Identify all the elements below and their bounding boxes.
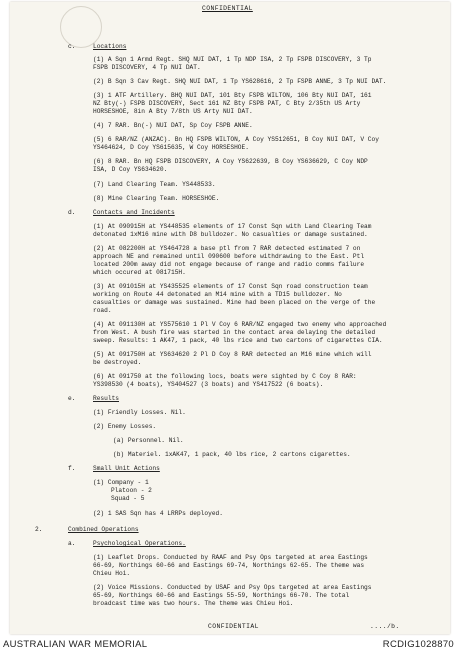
document-line: (1) Friendly Losses. Nil. <box>93 409 186 416</box>
document-line: (7) Land Clearing Team. YS448533. <box>93 181 216 188</box>
document-line: (2) B Sqn 3 Cav Regt. SHQ NUI DAT, 1 Tp YS628616, 2 Tp FSPB ANNE, 3 Tp NUI DAT. <box>93 78 387 85</box>
document-line: approach NE and remained until 090600 before withdrawing to the East. Ptl <box>93 253 365 260</box>
document-line: YS398530 (4 boats), YS404527 (3 boats) and YS417522 (6 boats). <box>93 381 324 388</box>
document-line: Contacts and Incidents <box>93 209 175 216</box>
document-line: (6) At 091750 at the following locs, boats were sighted by C Coy 8 RAR: <box>93 373 357 380</box>
document-line: Chieu Hoi. <box>93 570 131 577</box>
document-line: (1) Leaflet Drops. Conducted by RAAF and Psy Ops targeted at area Eastings <box>93 554 368 561</box>
faded-stamp <box>60 6 102 48</box>
document-line: 2. <box>35 526 43 533</box>
document-line: Locations <box>93 43 127 50</box>
document-line: 65-69, Northings 60-66 and Eastings 55-59, Northings 66-70. The total <box>93 592 350 599</box>
document-page <box>10 2 450 634</box>
document-line: Squad - 5 <box>111 495 145 502</box>
document-line: Platoon - 2 <box>111 487 152 494</box>
document-line: located 200m away did not engage because of range and radio comms failure <box>93 261 365 268</box>
document-line: (6) 8 RAR. Bn HQ FSPB DISCOVERY, A Coy YS622639, B Coy YS636629, C Coy NDP <box>93 158 368 165</box>
archive-footer <box>0 636 458 654</box>
document-line: HORSESHOE, 8in A Bty 7/8th US Arty NUI DAT. <box>93 108 253 115</box>
document-line: a. <box>68 540 76 547</box>
document-line: (8) Mine Clearing Team. HORSESHOE. <box>93 195 220 202</box>
document-line: detonated 1xM16 mine with D8 bulldozer. No casualties or damage sustained. <box>93 231 368 238</box>
document-line: (5) 6 RAR/NZ (ANZAC). Bn HQ FSPB WILTON, A Coy YS512651, B Coy NUI DAT, V Coy <box>93 136 379 143</box>
document-line: Psychological Operations. <box>93 540 186 547</box>
document-line: (2) At 082200H at YS464728 a base ptl from 7 RAR detected estimated 7 on <box>93 245 361 252</box>
document-line: NZ Bty(-) FSPB DISCOVERY, Sect 161 NZ Bty FSPB PAT, C Bty 2/35th US Arty <box>93 100 361 107</box>
archive-name: AUSTRALIAN WAR MEMORIAL <box>3 639 148 650</box>
document-line: from West. A bush fire was started in the contact area delaying the detailed <box>93 329 376 336</box>
document-line: d. <box>68 209 76 216</box>
document-line: FSPB DISCOVERY, 4 Tp NUI DAT. <box>93 64 201 71</box>
document-line: Combined Operations <box>68 526 139 533</box>
document-line: c. <box>68 43 76 50</box>
document-line: (2) 1 SAS Sqn has 4 LRRPs deployed. <box>93 510 223 517</box>
document-line: (3) At 091015H at YS435525 elements of 17 Const Sqn road construction team <box>93 283 368 290</box>
document-line: ISA, D Coy YS634620. <box>93 166 168 173</box>
document-line: road. <box>93 307 112 314</box>
document-line: be destroyed. <box>93 359 142 366</box>
page-continuation-marker: ..../b. <box>370 623 400 630</box>
document-line: (4) At 091130H at YS575610 1 Pl V Coy 6 RAR/NZ engaged two enemy who approached <box>93 321 387 328</box>
document-line: broadcast time was two hours. The theme was Chieu Hoi. <box>93 600 294 607</box>
document-line: YS464624, D Coy YS615635, W Coy HORSESHOE. <box>93 144 249 151</box>
document-line: casualties or damage was sustained. Mine had been placed on the verge of the <box>93 299 376 306</box>
archive-record-id: RCDIG1028870 <box>382 639 454 650</box>
document-line: e. <box>68 395 76 402</box>
document-line: (a) Personnel. Nil. <box>113 437 184 444</box>
document-line: f. <box>68 465 76 472</box>
document-line: (b) Materiel. 1xAK47, 1 pack, 40 lbs rice, 2 cartons cigarettes. <box>113 451 351 458</box>
page-footer-classification: CONFIDENTIAL <box>208 623 259 630</box>
document-line: (1) At 090915H at YS448535 elements of 17 Const Sqn with Land Clearing Team <box>93 223 372 230</box>
document-line: sweep. Results: 1 AK47, 1 pack, 40 lbs rice and two cartons of cigarettes CIA. <box>93 337 383 344</box>
document-line: (2) Voice Missions. Conducted by USAF and Psy Ops targeted at area Eastings <box>93 584 372 591</box>
document-line: which occured at 081715H. <box>93 269 186 276</box>
page-header-classification: CONFIDENTIAL <box>202 5 253 12</box>
document-line: (5) At 091750H at YS634620 2 Pl D Coy 8 RAR detected an M16 mine which will <box>93 351 372 358</box>
document-line: (1) A Sqn 1 Armd Regt. SHQ NUI DAT, 1 Tp NDP ISA, 2 Tp FSPB DISCOVERY, 3 Tp <box>93 56 372 63</box>
document-line: (4) 7 RAR. Bn(-) NUI DAT, Sp Coy FSPB ANNE. <box>93 122 253 129</box>
document-line: (3) 1 ATF Artillery. BHQ NUI DAT, 101 Bty FSPB WILTON, 106 Bty NUI DAT, 161 <box>93 92 372 99</box>
document-line: working on Route 44 detonated an M14 mine with a TD15 bulldozer. No <box>93 291 342 298</box>
document-line: (1) Company - 1 <box>93 479 149 486</box>
document-line: Results <box>93 395 119 402</box>
document-line: Small Unit Actions <box>93 465 160 472</box>
document-line: 66-69, Northings 60-66 and Eastings 69-74, Northings 62-65. The theme was <box>93 562 365 569</box>
document-line: (2) Enemy Losses. <box>93 423 157 430</box>
